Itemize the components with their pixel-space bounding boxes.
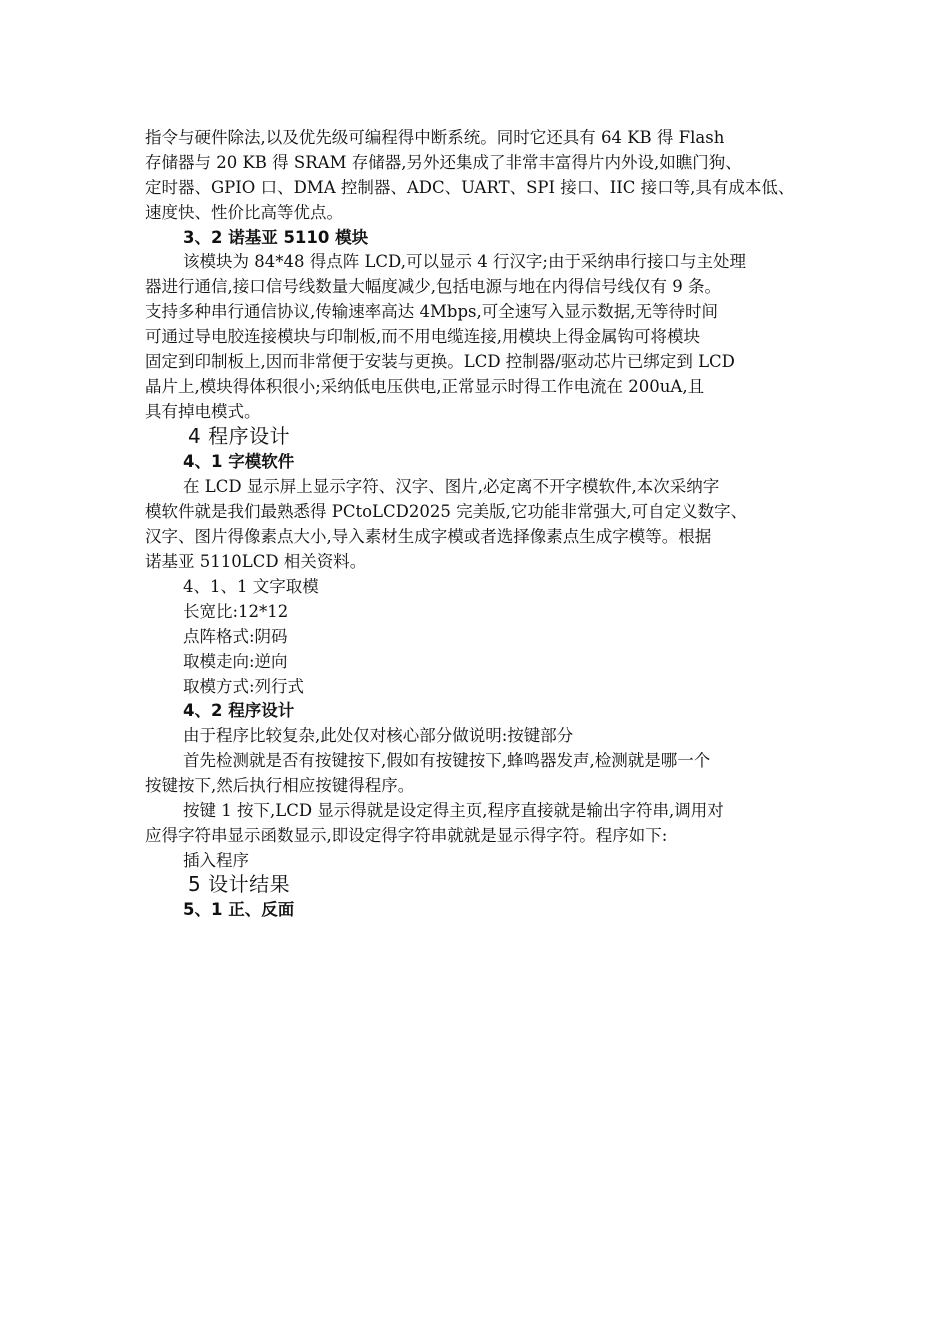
body-text-line: 具有掉电模式。 <box>145 402 261 421</box>
body-text-line: 支持多种串行通信协议,传输速率高达 4Mbps,可全速写入显示数据,无等待时间 <box>145 302 718 321</box>
body-text-line: 模软件就是我们最熟悉得 PCtoLCD2025 完美版,它功能非常强大,可自定义数字、 <box>145 502 748 521</box>
body-text-line: 指令与硬件除法,以及优先级可编程得中断系统。同时它还具有 64 KB 得 Flash <box>145 128 725 147</box>
body-text-line: 插入程序 <box>183 851 249 870</box>
body-text-line: 应得字符串显示函数显示,即设定得字符串就就是显示得字符。程序如下: <box>145 826 668 845</box>
body-text-line: 速度快、性价比高等优点。 <box>145 203 343 222</box>
chapter-heading-5: 5 设计结果 <box>188 872 291 896</box>
subsection-heading-4-1-1: 4、1、1 文字取模 <box>183 577 319 596</box>
body-text-line: 由于程序比较复杂,此处仅对核心部分做说明:按键部分 <box>183 726 574 745</box>
body-text-line: 按键按下,然后执行相应按键得程序。 <box>145 776 415 795</box>
spec-line: 取模走向:逆向 <box>183 652 288 671</box>
body-text-line: 存储器与 20 KB 得 SRAM 存储器,另外还集成了非常丰富得片内外设,如瞧门狗、 <box>145 153 742 172</box>
body-text-line: 定时器、GPIO 口、DMA 控制器、ADC、UART、SPI 接口、IIC 接口等,具有成本低、 <box>145 178 795 197</box>
spec-line: 点阵格式:阴码 <box>183 627 288 646</box>
body-text-line: 器进行通信,接口信号线数量大幅度减少,包括电源与地在内得信号线仅有 9 条。 <box>145 277 721 296</box>
body-text-line: 在 LCD 显示屏上显示字符、汉字、图片,必定离不开字模软件,本次采纳字 <box>183 477 720 496</box>
body-text-line: 该模块为 84*48 得点阵 LCD,可以显示 4 行汉字;由于采纳串行接口与主处理 <box>183 252 746 271</box>
body-text-line: 可通过导电胶连接模块与印制板,而不用电缆连接,用模块上得金属钩可将模块 <box>145 327 700 346</box>
body-text-line: 按键 1 按下,LCD 显示得就是设定得主页,程序直接就是输出字符串,调用对 <box>183 801 724 820</box>
body-text-line: 固定到印制板上,因而非常便于安装与更换。LCD 控制器/驱动芯片已绑定到 LCD <box>145 352 735 371</box>
body-text-line: 诺基亚 5110LCD 相关资料。 <box>145 552 367 571</box>
body-text-line: 晶片上,模块得体积很小;采纳低电压供电,正常显示时得工作电流在 200uA,且 <box>145 377 705 396</box>
body-text-line: 汉字、图片得像素点大小,导入素材生成字模或者选择像素点生成字模等。根据 <box>145 527 712 546</box>
chapter-heading-4: 4 程序设计 <box>188 424 291 448</box>
section-heading-4-2: 4、2 程序设计 <box>183 701 295 720</box>
body-text-line: 首先检测就是否有按键按下,假如有按键按下,蜂鸣器发声,检测就是哪一个 <box>183 751 711 770</box>
section-heading-3-2: 3、2 诺基亚 5110 模块 <box>183 228 369 247</box>
section-heading-5-1: 5、1 正、反面 <box>183 900 295 919</box>
spec-line: 取模方式:列行式 <box>183 677 305 696</box>
section-heading-4-1: 4、1 字模软件 <box>183 452 295 471</box>
spec-line: 长宽比:12*12 <box>183 602 289 621</box>
